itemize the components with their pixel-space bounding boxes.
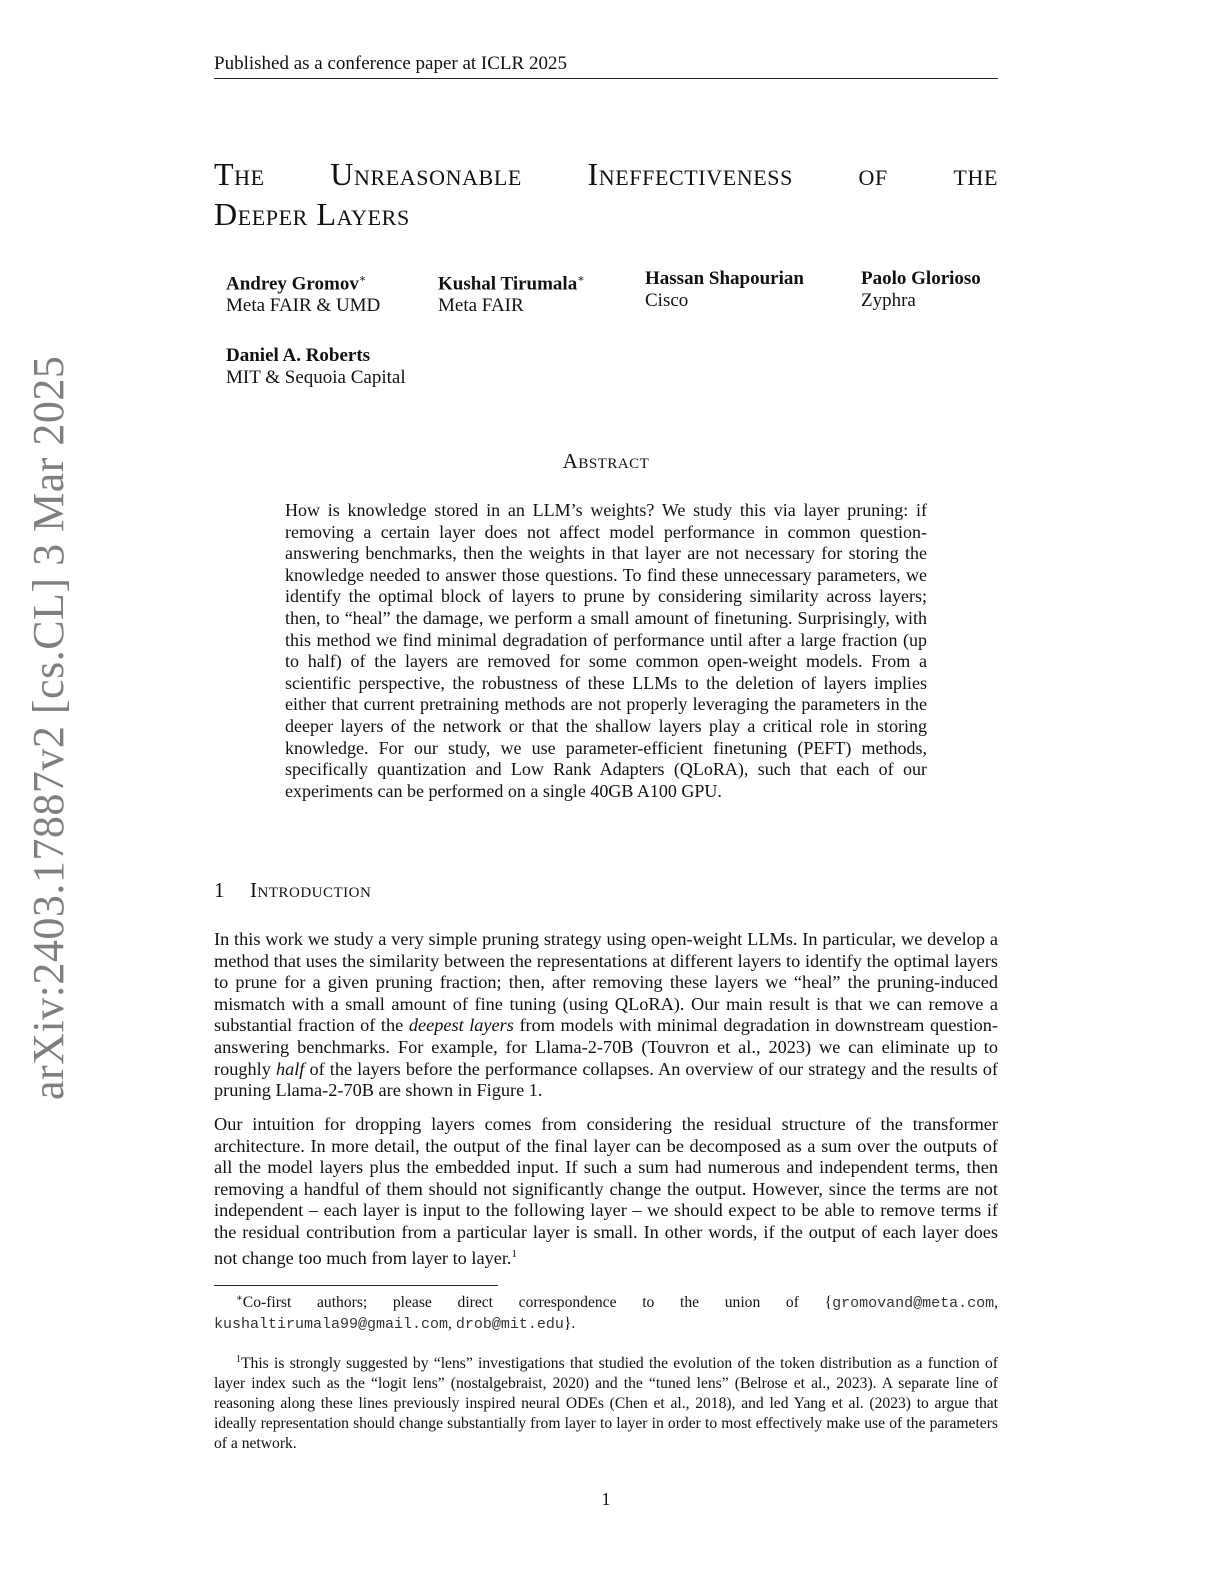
p2-text: Our intuition for dropping layers comes from considering the residual structure of the transformer architecture. In more detail, the output of the final layer can be decomposed as a sum over the outputs of all the model layers plus the embedded input. If such a sum had numerous and independent terms, then removing a handful of them should not significantly change the output. However, since the terms are not independent – each layer is input to the following layer – we should expect to be able to remove terms if the residual contribution from a particular layer is small. In other words, if the output of each layer does not change too much from layer to layer. bbox=[214, 1114, 998, 1268]
author-block bbox=[645, 268, 804, 312]
p1-text-a: In this work we study a very simple pruning strategy using open-weight LLMs. In particular, we develop a method that uses the similarity between the representations at different layers to identify the optimal layers to prune for a given pruning fraction; then, after removing these layers we “heal” the pruning-induced mismatch with a small amount of fine tuning (using QLoRA). Our main result is that we can remove a substantial fraction of the bbox=[214, 929, 998, 1036]
author-affiliation: MIT & Sequoia Capital bbox=[226, 367, 406, 388]
author-affiliation: Zyphra bbox=[861, 290, 916, 311]
author-name: Kushal Tirumala bbox=[438, 273, 578, 295]
separator: , bbox=[448, 1315, 456, 1333]
footnote-mark: ∗ bbox=[236, 1293, 243, 1304]
page-number: 1 bbox=[601, 1489, 611, 1509]
section-title: Introduction bbox=[250, 878, 372, 902]
author-affiliation: Meta FAIR bbox=[438, 295, 524, 317]
footnote-1 bbox=[214, 1350, 998, 1454]
author-block bbox=[226, 345, 406, 389]
author-block bbox=[438, 268, 585, 317]
footnote-rule bbox=[214, 1285, 498, 1286]
footnote-text: This is strongly suggested by “lens” investigations that studied the evolution of the token distribution as a function of layer index such as the “logit lens” (nostalgebraist, 2020) and the “tuned lens” (Belrose et al., 2023). A separate line of reasoning along these lines previously inspired neural ODEs (Chen et al., 2018), and led Yang et al. (2023) to argue that ideally representation should change substantially from layer to layer in order to most effectively make use of the parameters of a network. bbox=[214, 1355, 998, 1453]
footnote-text: Co-first authors; please direct correspondence to the union of { bbox=[242, 1294, 833, 1312]
author-block bbox=[861, 268, 981, 312]
email-link[interactable]: drob@mit.edu bbox=[455, 1316, 564, 1334]
author-mark: ∗ bbox=[577, 273, 585, 285]
author-name: Andrey Gromov bbox=[226, 273, 359, 295]
author-block bbox=[226, 268, 380, 317]
separator: , bbox=[994, 1294, 998, 1312]
author-mark: ∗ bbox=[358, 273, 367, 285]
author-name: Hassan Shapourian bbox=[645, 268, 804, 289]
footnote-mark: 1 bbox=[236, 1354, 241, 1365]
section-heading bbox=[214, 878, 998, 902]
title-line-1: The Unreasonable Ineffectiveness of the bbox=[214, 156, 998, 192]
email-link[interactable]: kushaltirumala99@gmail.com bbox=[214, 1316, 449, 1334]
footnote-coauthors bbox=[214, 1289, 998, 1335]
author-name: Daniel A. Roberts bbox=[226, 345, 371, 366]
email-link[interactable]: gromovand@meta.com bbox=[832, 1295, 995, 1313]
abstract-heading: Abstract bbox=[562, 449, 650, 473]
intro-paragraph-1 bbox=[214, 929, 998, 1102]
author-name: Paolo Glorioso bbox=[861, 268, 981, 289]
p1-text-b: from models with minimal degradation in downstream question-answering benchmarks. For example, for Llama-2-70B (Touvron et al., 2023) we can eliminate up to roughly bbox=[214, 1015, 998, 1079]
author-affiliation: Meta FAIR & UMD bbox=[226, 295, 381, 317]
p1-emphasis-half: half bbox=[275, 1058, 305, 1079]
title-line-2: Deeper Layers bbox=[214, 196, 410, 232]
paper-title bbox=[214, 154, 998, 234]
section-number: 1 bbox=[214, 878, 225, 902]
arxiv-identifier: arXiv:2403.17887v2 [cs.CL] 3 Mar 2025 bbox=[24, 355, 73, 1100]
footnote-end: }. bbox=[563, 1315, 576, 1333]
abstract-text: How is knowledge stored in an LLM’s weights? We study this via layer pruning: if removing a certain layer does not affect model performance in common question-answering benchmarks, then the weights in that layer are not necessary for storing the knowledge needed to answer those questions. To find these unnecessary parameters, we identify the optimal block of layers to prune by considering similarity across layers; then, to “heal” the damage, we perform a small amount of finetuning. Surprisingly, with this method we find minimal degradation of performance until after a large fraction (up to half) of the layers are removed for some common open-weight models. From a scientific perspective, the robustness of these LLMs to the deletion of layers implies either that current pretraining methods are not properly leveraging the parameters in the deeper layers of the network or that the shallow layers play a critical role in storing knowledge. For our study, we use parameter-efficient finetuning (PEFT) methods, specifically quantization and Low Rank Adapters (QLoRA), such that each of our experiments can be performed on a single 40GB A100 GPU. bbox=[285, 500, 927, 801]
p1-text-c: of the layers before the performance collapses. An overview of our strategy and the results of pruning Llama-2-70B are shown in Figure 1. bbox=[214, 1058, 998, 1101]
author-affiliation: Cisco bbox=[645, 290, 689, 311]
intro-paragraph-2 bbox=[214, 1114, 998, 1269]
running-header: Published as a conference paper at ICLR 2025 bbox=[214, 52, 998, 79]
footnote-ref-1[interactable]: 1 bbox=[511, 1247, 517, 1260]
p1-emphasis-deepest: deepest layers bbox=[408, 1015, 514, 1036]
